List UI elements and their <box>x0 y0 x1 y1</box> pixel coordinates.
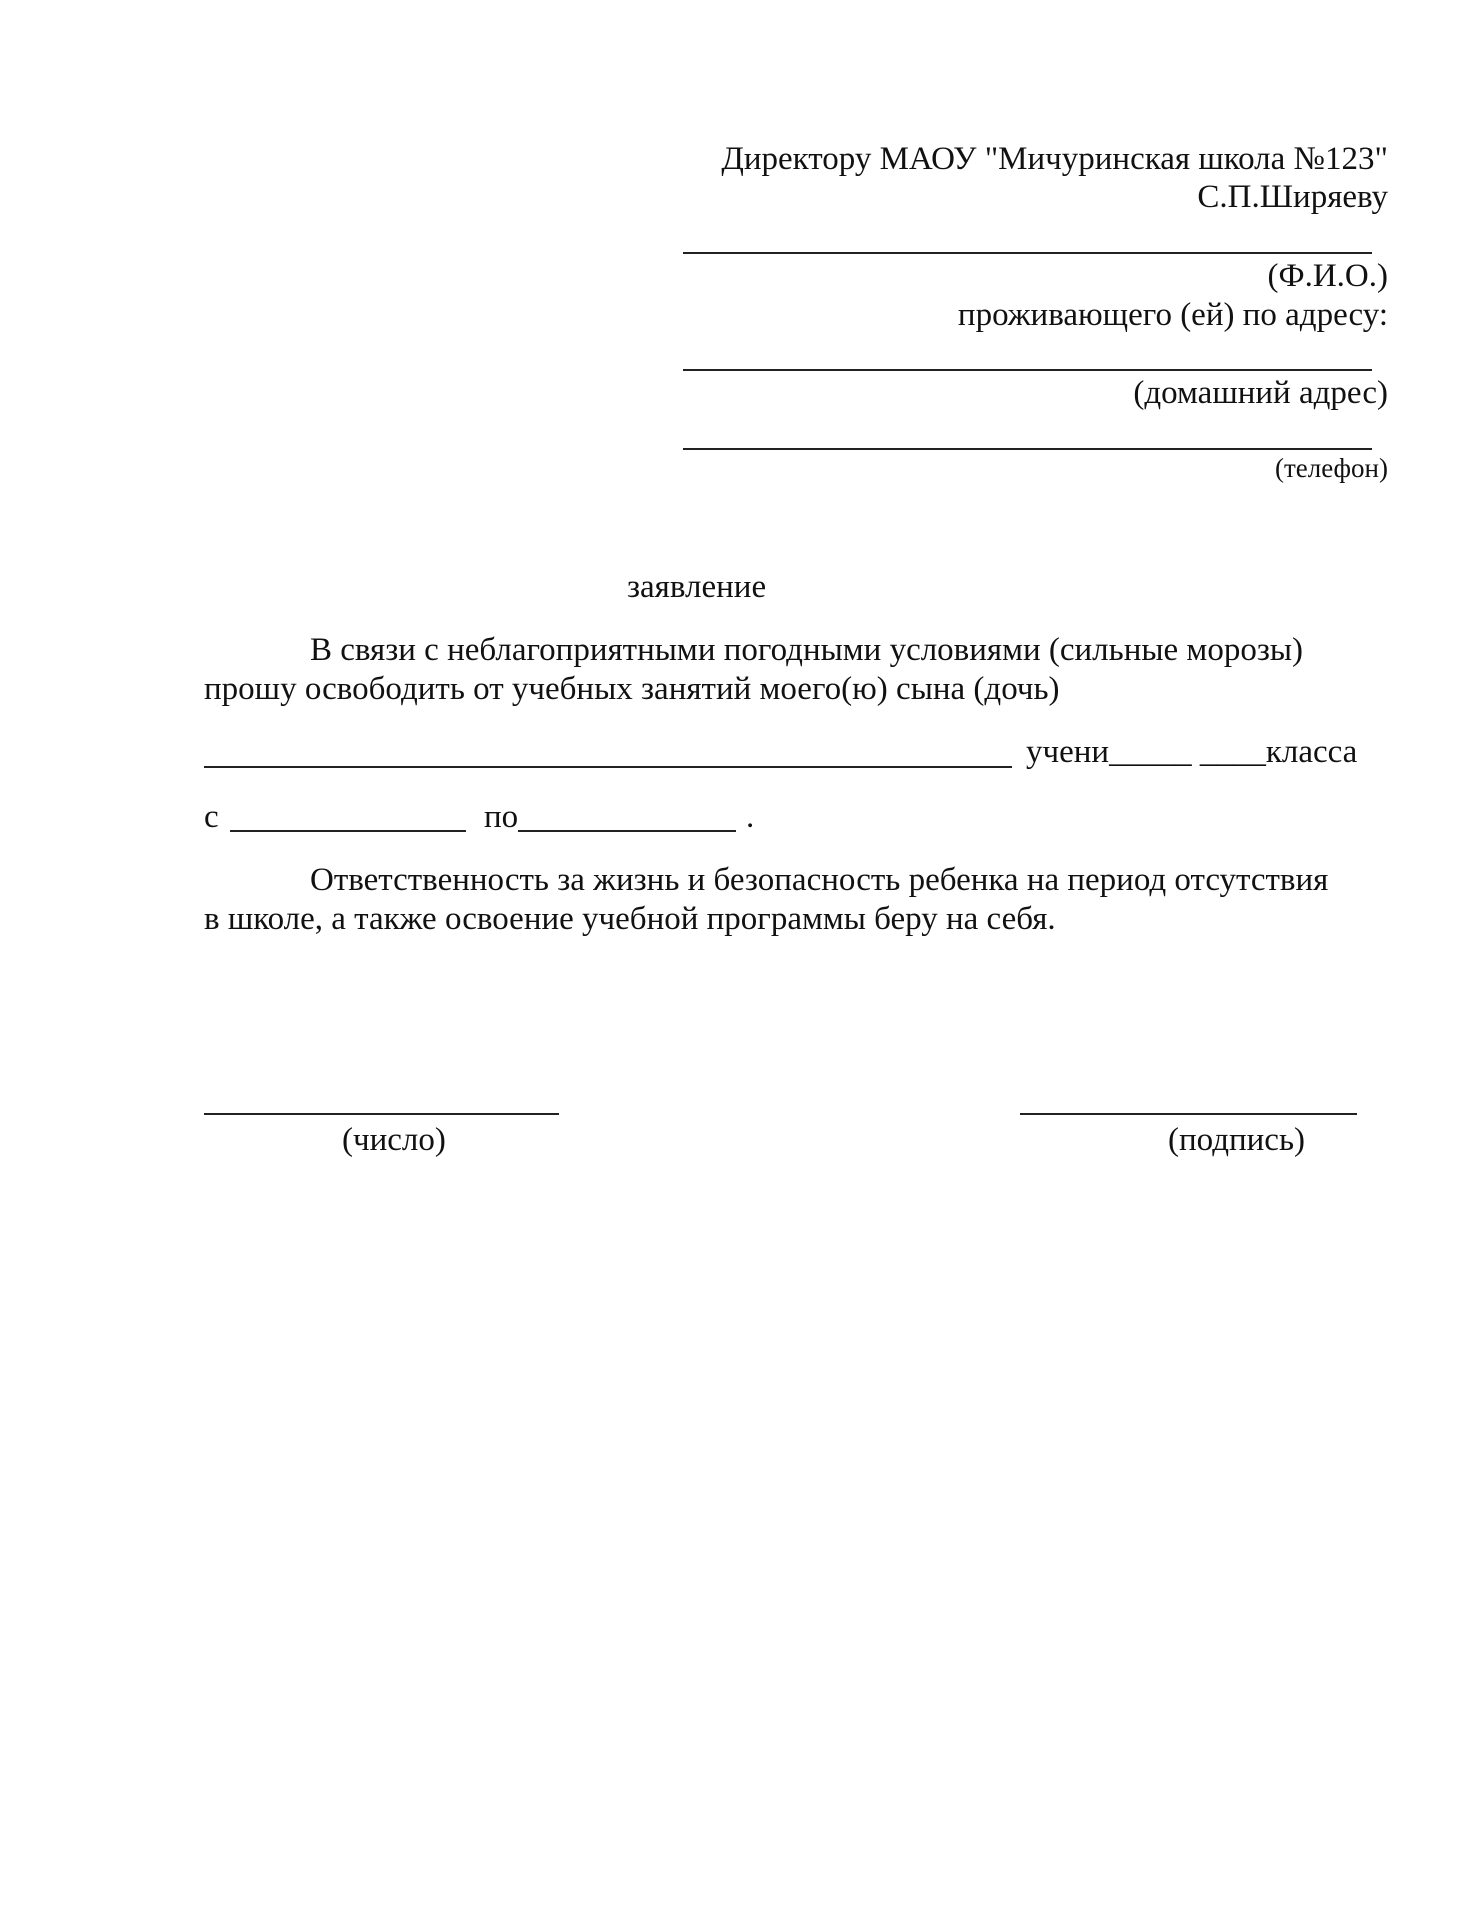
document-title: заявление <box>627 569 767 605</box>
period-from-label: с <box>204 799 219 835</box>
phone-caption: (телефон) <box>1275 453 1388 483</box>
address-blank-line[interactable] <box>683 369 1372 371</box>
addressee-line: Директору МАОУ "Мичуринская школа №123" <box>721 141 1388 177</box>
paragraph-1-line-1: В связи с неблагоприятными погодными условиями (сильные морозы) <box>310 632 1304 668</box>
period-to-blank-line[interactable] <box>518 830 736 832</box>
fio-caption: (Ф.И.О.) <box>1267 258 1388 294</box>
signature-caption: (подпись) <box>1168 1122 1305 1158</box>
address-caption: (домашний адрес) <box>1133 375 1388 411</box>
paragraph-1-line-2: прошу освободить от учебных занятий моего(ю) сына (дочь) <box>204 671 1060 707</box>
student-name-blank-line[interactable] <box>204 766 1012 768</box>
student-class-label: учени_____ ____класса <box>1026 734 1358 770</box>
fio-blank-line[interactable] <box>683 252 1372 254</box>
residing-label: проживающего (ей) по адресу: <box>957 297 1388 333</box>
period-from-blank-line[interactable] <box>230 830 466 832</box>
paragraph-2-line-1: Ответственность за жизнь и безопасность ребенка на период отсутствия <box>310 862 1329 898</box>
signature-blank-line[interactable] <box>1020 1113 1357 1115</box>
period-to-label: по <box>484 799 519 835</box>
director-name: С.П.Ширяеву <box>1197 179 1388 215</box>
date-caption: (число) <box>342 1122 446 1158</box>
period-end-dot: . <box>746 799 755 835</box>
date-blank-line[interactable] <box>204 1113 559 1115</box>
phone-blank-line[interactable] <box>683 448 1372 450</box>
paragraph-2-line-2: в школе, а также освоение учебной программы беру на себя. <box>204 901 1056 937</box>
